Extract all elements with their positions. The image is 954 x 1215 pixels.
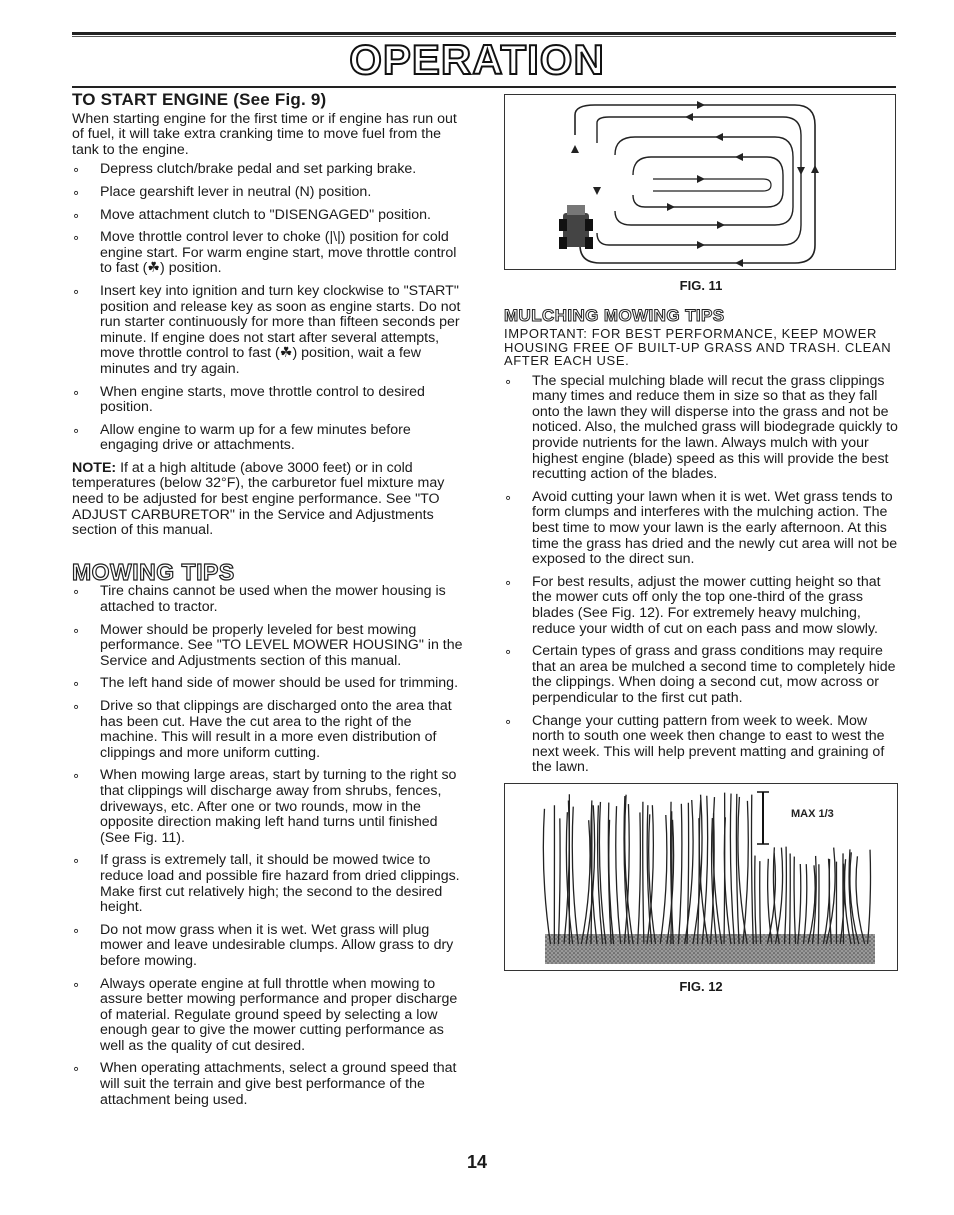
list-item: ∘ Do not mow grass when it is wet. Wet grass will plug mower and leave undesirable clumps. Allow grass to dry before mowing. (72, 923, 466, 970)
header-rule-top (72, 32, 896, 35)
grass-blade (803, 864, 806, 944)
list-item: ∘ Move attachment clutch to "DISENGAGED" position. (72, 208, 466, 224)
tractor-icon (559, 205, 593, 249)
grass-blade (660, 815, 667, 944)
list-item: ∘ If grass is extremely tall, it should be mowed twice to reduce load and possible fire hazard from dried clippings. Make first cut relatively high; the second to the desired height. (72, 853, 466, 915)
grass-blade (843, 853, 844, 944)
list-item: ∘ When engine starts, move throttle control to desired position. (72, 385, 466, 416)
list-item: ∘ Always operate engine at full throttle when mowing to assure better mowing performance and proper discharge of material. Regulate ground speed by selecting a low enough gear to give the mower cutting performance as well as the quality of cut desired. (72, 977, 466, 1055)
list-item: ∘ Certain types of grass and grass conditions may require that an area be mulched a second time to completely hide the clippings. When doing a second cut, mow across or perpendicular to the first cut path. (504, 644, 898, 706)
grass-blade (572, 807, 578, 944)
grass-blade (856, 856, 865, 944)
grass-blade (738, 797, 747, 944)
grass-blade (643, 802, 644, 944)
page-title: OPERATION (349, 36, 605, 83)
list-item: ∘ Place gearshift lever in neutral (N) position. (72, 185, 466, 201)
left-column (72, 92, 466, 1115)
grass-blade (609, 820, 614, 944)
list-item: ∘ Allow engine to warm up for a few minutes before engaging drive or attachments. (72, 423, 466, 454)
list-item: ∘ Depress clutch/brake pedal and set parking brake. (72, 162, 466, 178)
grass-blade (558, 818, 560, 944)
right-column (504, 92, 898, 1009)
grass-blade (868, 850, 871, 944)
grass-blade (730, 793, 734, 943)
important-notice: IMPORTANT: FOR BEST PERFORMANCE, KEEP MOWER HOUSING FREE OF BUILT-UP GRASS AND TRASH. CLEAN AFTER EACH USE. (504, 326, 892, 369)
grass-illustration (505, 784, 897, 970)
start-engine-list (72, 162, 466, 454)
page-number: 14 (466, 1152, 488, 1172)
list-item: ∘ Mower should be properly leveled for best mowing performance. See "TO LEVEL MOWER HOUSING" in the Service and Adjustments section of this manual. (72, 623, 466, 670)
grass-blade (760, 861, 761, 944)
start-engine-intro: When starting engine for the first time or if engine has run out of fuel, it will take extra cranking time to move fuel from the tank to the engine. (72, 110, 457, 158)
grass-blade (755, 855, 757, 943)
mowing-tips-heading: MOWING TIPS (72, 558, 235, 585)
list-item: ∘ Avoid cutting your lawn when it is wet. Wet grass tends to form clumps and interferes with the mulching action. The best time to mow your lawn is the early afternoon. At this time the grass has dried and the newly cut area will not be exposed to the direct sun. (504, 490, 898, 568)
grass-blade (790, 853, 791, 943)
grass-blade (751, 795, 753, 944)
list-item: ∘ For best results, adjust the mower cutting height so that the mower cuts off only the top one-third of the grass blades (See Fig. 12). For extremely heavy mulching, reduce your width of cut on each pass and mow slowly. (504, 575, 898, 637)
header-rule-bottom (72, 86, 896, 88)
list-item: ∘ Move throttle control lever to choke (|\|) position for cold engine start. For warm engine start, move throttle control to fast (☘) position. (72, 230, 466, 277)
max-one-third-label: MAX 1/3 (791, 807, 834, 820)
mulching-heading: MULCHING MOWING TIPS (504, 305, 725, 325)
mowing-pattern-diagram (505, 95, 895, 269)
grass-blade (638, 812, 641, 944)
figure-12-caption: FIG. 12 (679, 978, 723, 994)
figure-12-grass-height (504, 783, 898, 971)
list-item: ∘ When mowing large areas, start by turning to the right so that clippings will discharge away from shrubs, fences, driveways, etc. After one or two rounds, mow in the opposite direction making left hand turns until finished (See Fig. 11). (72, 768, 466, 846)
altitude-note (72, 461, 466, 539)
mowing-tips-list (72, 584, 466, 1108)
list-item: ∘ The special mulching blade will recut the grass clippings many times and reduce them in size so that as they fall onto the lawn they will disperse into the grass and not be noticed. Also, the mulched grass will biodegrade quickly to provide nutrients for the lawn. Always mulch with your highest engine (blade) speed as this will provide the best recutting action of the blades. (504, 374, 898, 483)
grass-blade (616, 806, 621, 944)
grass-blade (850, 852, 859, 944)
figure-11-mowing-pattern (504, 94, 896, 270)
grass-blade (693, 795, 702, 944)
grass-blade (798, 864, 801, 944)
grass-blade (785, 847, 787, 944)
mulching-tips-list (504, 374, 898, 776)
list-item: ∘ The left hand side of mower should be used for trimming. (72, 676, 466, 692)
note-text: If at a high altitude (above 3000 feet) or in cold temperatures (below 32°F), the carburetor fuel mixture may need to be adjusted for best engine performance. See "TO ADJUST CARBURETOR" in the Service and Adjustments section of this manual. (72, 459, 445, 539)
list-item: ∘ When operating attachments, select a ground speed that will suit the terrain and give best performance of the attachment being used. (72, 1061, 466, 1108)
list-item: ∘ Tire chains cannot be used when the mower housing is attached to tractor. (72, 584, 466, 615)
start-engine-heading: TO START ENGINE (See Fig. 9) (72, 90, 327, 109)
note-label: NOTE: (72, 459, 117, 476)
list-item: ∘ Drive so that clippings are discharged onto the area that has been cut. Have the cut area to the right of the machine. This will result in a more even distribution of clippings and more uniform cutting. (72, 699, 466, 761)
figure-11-caption: FIG. 11 (679, 278, 723, 293)
grass-blade (678, 804, 681, 944)
grass-blade (823, 859, 829, 944)
grass-blade (543, 809, 550, 944)
grass-blade (768, 859, 772, 944)
list-item: ∘ Change your cutting pattern from week to week. Mow north to south one week then change to east to west the next week. This will help prevent matting and graining of the lawn. (504, 714, 898, 776)
list-item: ∘ Insert key into ignition and turn key clockwise to "START" position and release key as soon as engine starts. Do not run starter continuously for more than fifteen seconds per minute. If engine does not start after several attempts, move throttle control to fast (☘) position, wait a few minutes and try again. (72, 284, 466, 378)
grass-blade (818, 864, 819, 944)
grass-blade (794, 857, 795, 944)
